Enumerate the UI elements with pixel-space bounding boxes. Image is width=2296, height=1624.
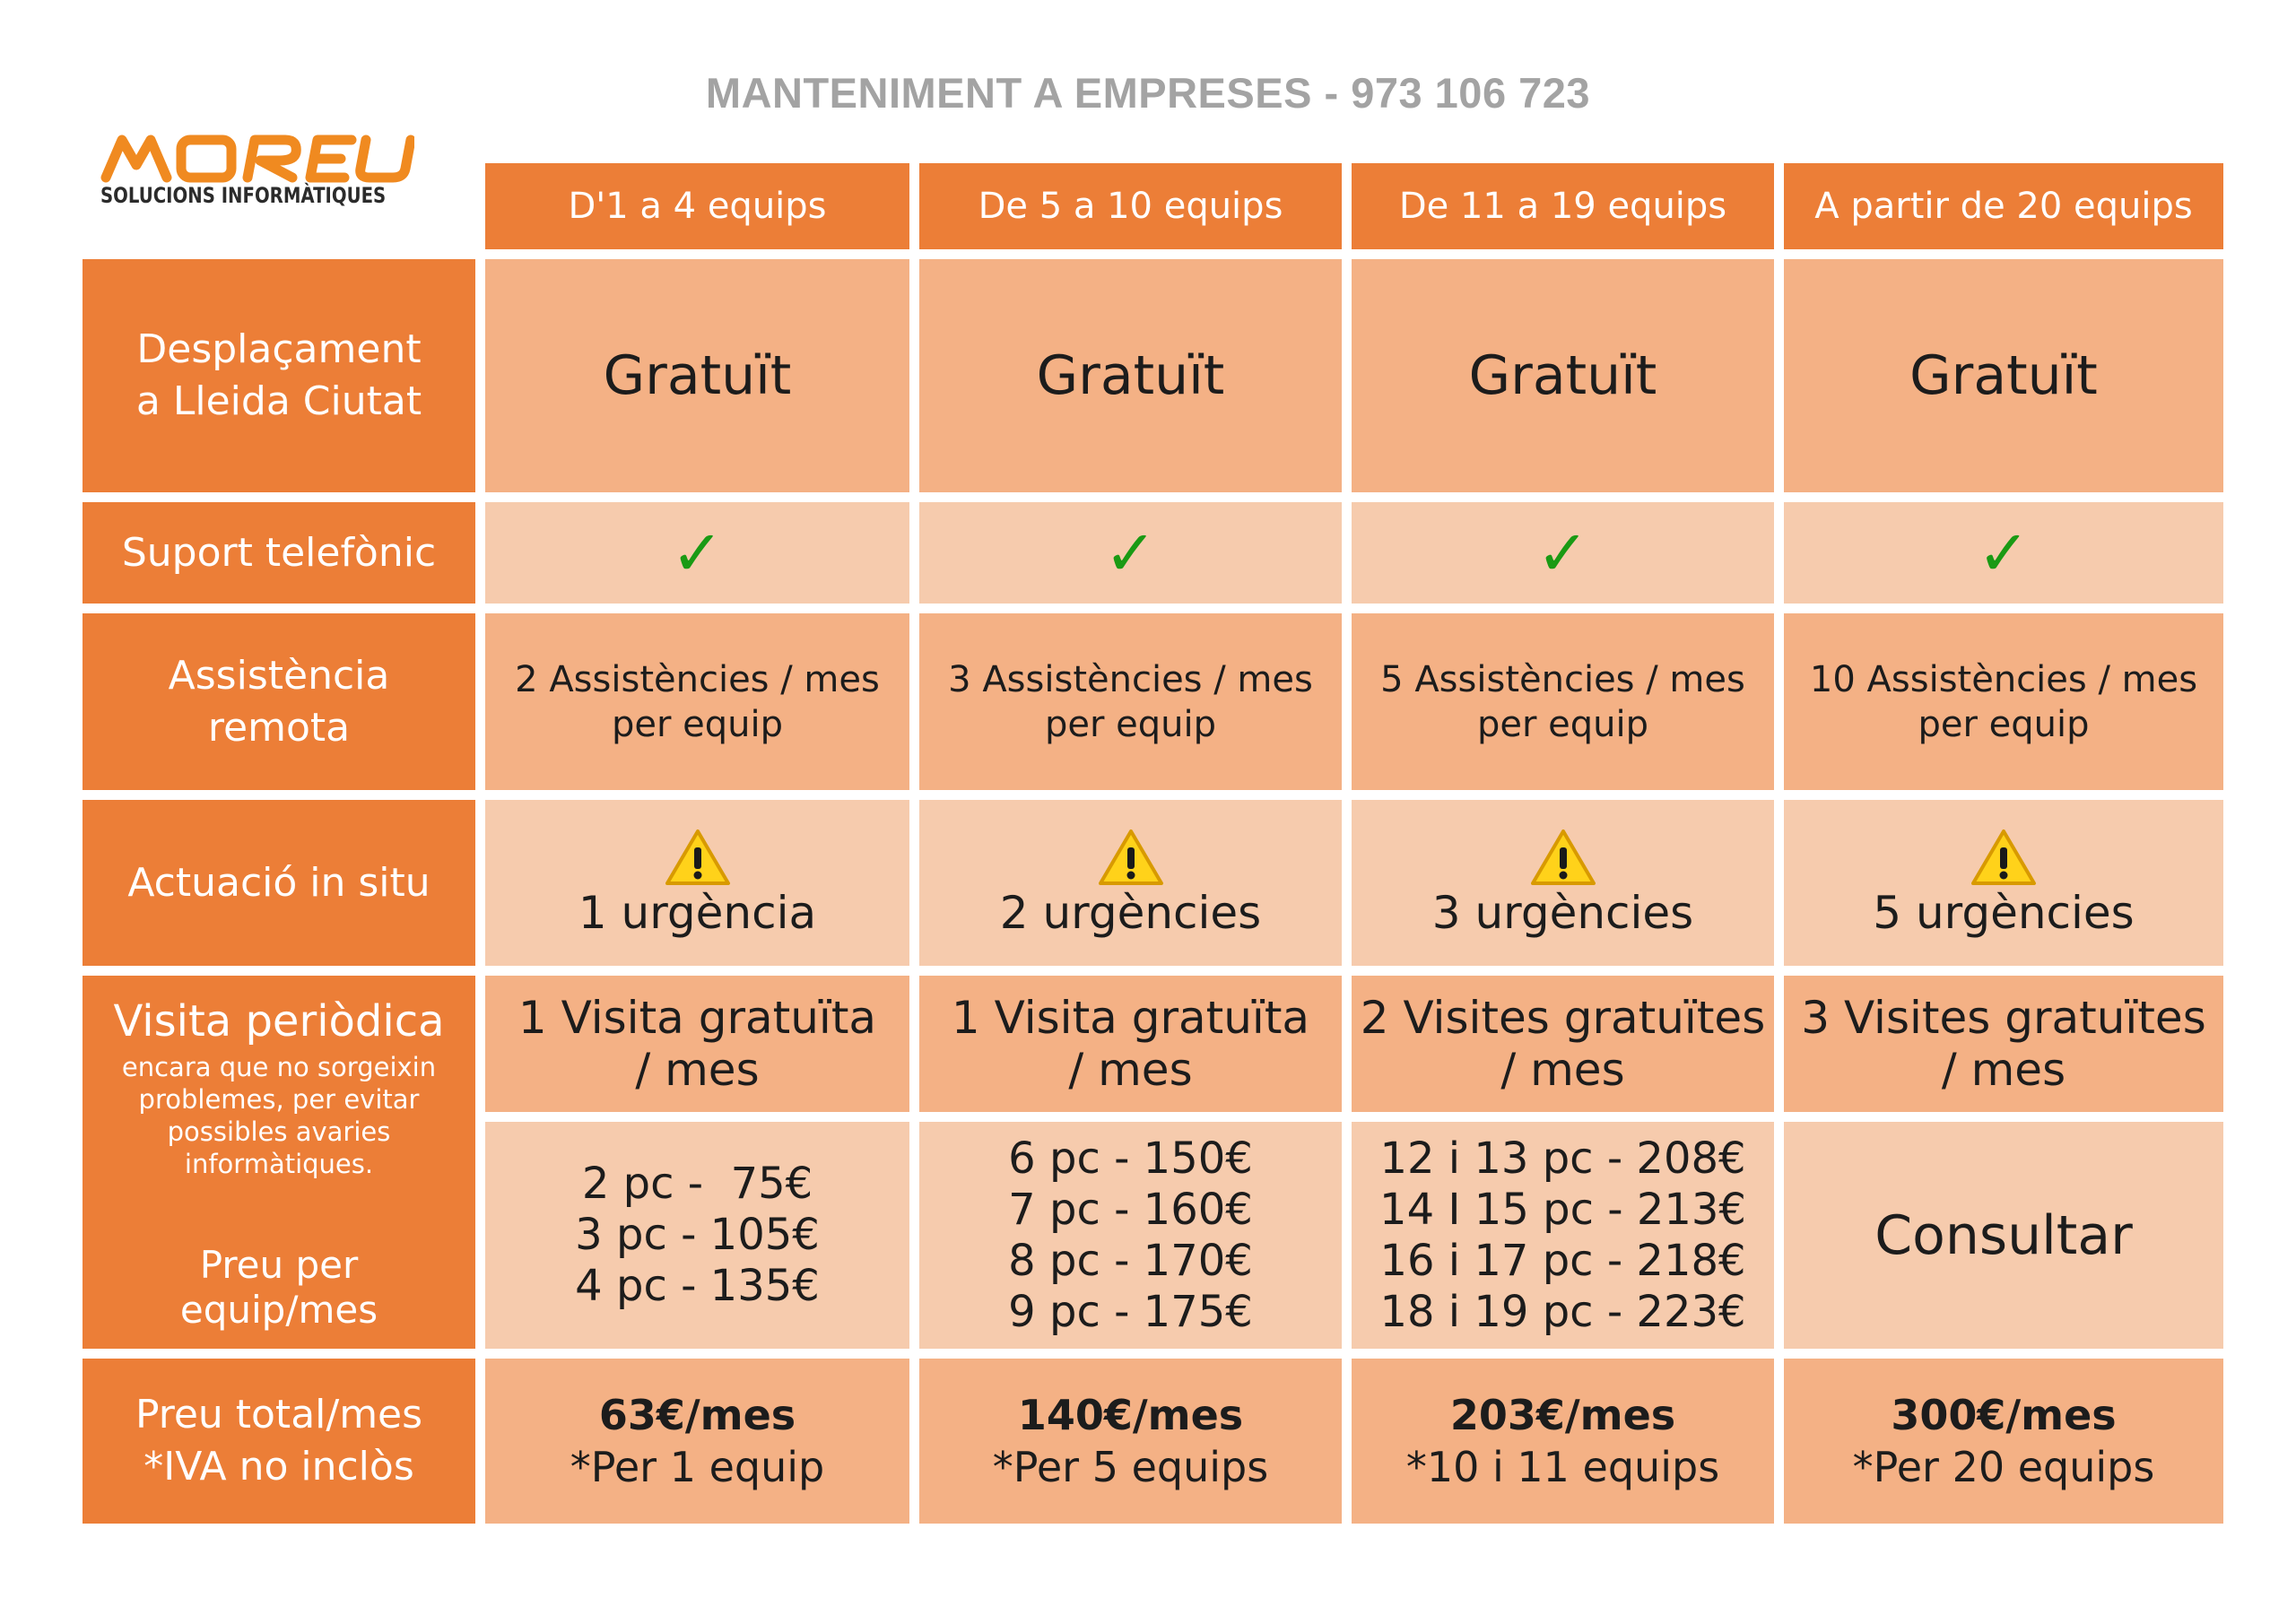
total-note: *Per 1 equip: [570, 1443, 825, 1491]
total-note: *Per 20 equips: [1852, 1443, 2155, 1491]
check-icon: ✓: [1104, 516, 1157, 590]
total-cell: [919, 1359, 1342, 1524]
price-list: 2 pc - 75€ 3 pc - 105€ 4 pc - 135€: [575, 1159, 820, 1311]
assistencia-cell: [919, 613, 1342, 790]
row-label-total: [83, 1359, 475, 1524]
total-note: *10 i 11 equips: [1405, 1443, 1720, 1491]
visita-text: 3 Visites gratuïtes / mes: [1801, 992, 2206, 1096]
warning-icon: [1970, 828, 2038, 887]
total-amount: 63€/mes: [598, 1391, 796, 1439]
total-amount: 140€/mes: [1017, 1391, 1244, 1439]
assistencia-text: 10 Assistències / mes per equip: [1809, 658, 2198, 745]
row-label-actuacio: Actuació in situ: [83, 800, 475, 966]
row-label-desplacament: [83, 259, 475, 492]
actuacio-cell: [485, 800, 909, 966]
row-label-text: Preu total/mes *IVA no inclòs: [135, 1392, 423, 1489]
total-note: *Per 5 equips: [992, 1443, 1269, 1491]
row-label-suport: Suport telefònic: [83, 502, 475, 604]
check-icon: ✓: [1977, 516, 2031, 590]
price-list: 6 pc - 150€ 7 pc - 160€ 8 pc - 170€ 9 pc - 175€: [1008, 1133, 1253, 1337]
price-cell: [1784, 1122, 2223, 1349]
consultar-text: Consultar: [1874, 1203, 2133, 1267]
desplacament-cell: Gratuït: [1784, 259, 2223, 492]
price-cell: [1352, 1122, 1774, 1349]
assistencia-text: 3 Assistències / mes per equip: [948, 658, 1313, 745]
column-header: De 11 a 19 equips: [1352, 163, 1774, 249]
visita-text: 1 Visita gratuïta / mes: [951, 992, 1310, 1096]
price-list: 12 i 13 pc - 208€ 14 I 15 pc - 213€ 16 i 17 pc - 218€ 18 i 19 pc - 223€: [1379, 1133, 1746, 1337]
visita-cell: [1352, 976, 1774, 1112]
suport-cell: [1784, 502, 2223, 604]
desplacament-cell: Gratuït: [919, 259, 1342, 492]
warning-icon: [664, 828, 732, 887]
warning-icon: [1529, 828, 1597, 887]
visita-cell: [485, 976, 909, 1112]
column-header: De 5 a 10 equips: [919, 163, 1342, 249]
total-cell: [1784, 1359, 2223, 1524]
page-title: MANTENIMENT A EMPRESES - 973 106 723: [705, 69, 1591, 117]
suport-cell: [1352, 502, 1774, 604]
urgencies-text: 2 urgències: [999, 886, 1262, 939]
price-cell: [919, 1122, 1342, 1349]
actuacio-cell: [919, 800, 1342, 966]
row-label-assistencia: [83, 613, 475, 790]
visita-text: 1 Visita gratuïta / mes: [517, 992, 877, 1096]
assistencia-cell: [1784, 613, 2223, 790]
assistencia-cell: [1352, 613, 1774, 790]
column-header: A partir de 20 equips: [1784, 163, 2223, 249]
desplacament-cell: Gratuït: [485, 259, 909, 492]
check-icon: ✓: [1536, 516, 1589, 590]
visita-cell: [919, 976, 1342, 1112]
urgencies-text: 3 urgències: [1431, 886, 1694, 939]
total-amount: 203€/mes: [1449, 1391, 1676, 1439]
urgencies-text: 1 urgència: [578, 886, 817, 939]
assistencia-text: 5 Assistències / mes per equip: [1380, 658, 1745, 745]
suport-cell: [919, 502, 1342, 604]
warning-icon: [1097, 828, 1165, 887]
total-cell: [485, 1359, 909, 1524]
assistencia-text: 2 Assistències / mes per equip: [515, 658, 880, 745]
urgencies-text: 5 urgències: [1873, 886, 2135, 939]
visita-cell: [1784, 976, 2223, 1112]
corner-empty: [83, 163, 475, 249]
total-cell: [1352, 1359, 1774, 1524]
row-label-text: Desplaçament a Lleida Ciutat: [135, 326, 422, 424]
check-icon: ✓: [671, 516, 724, 590]
visita-price-label: Preu per equip/mes: [179, 1243, 378, 1332]
visita-title: Visita periòdica: [113, 996, 445, 1046]
total-amount: 300€/mes: [1891, 1391, 2117, 1439]
logo-subtitle: SOLUCIONS INFORMÀTIQUES: [100, 183, 387, 208]
visita-text: 2 Visites gratuïtes / mes: [1360, 992, 1766, 1096]
column-header: D'1 a 4 equips: [485, 163, 909, 249]
pricing-table: [83, 163, 2212, 1524]
desplacament-cell: Gratuït: [1352, 259, 1774, 492]
actuacio-cell: [1784, 800, 2223, 966]
assistencia-cell: [485, 613, 909, 790]
visita-sublabel: encara que no sorgeixin problemes, per evitar possibles avaries informàtiques.: [121, 1052, 437, 1179]
row-label-visita: [83, 976, 475, 1349]
row-label-text: Assistència remota: [168, 652, 390, 751]
price-cell: [485, 1122, 909, 1349]
actuacio-cell: [1352, 800, 1774, 966]
suport-cell: [485, 502, 909, 604]
